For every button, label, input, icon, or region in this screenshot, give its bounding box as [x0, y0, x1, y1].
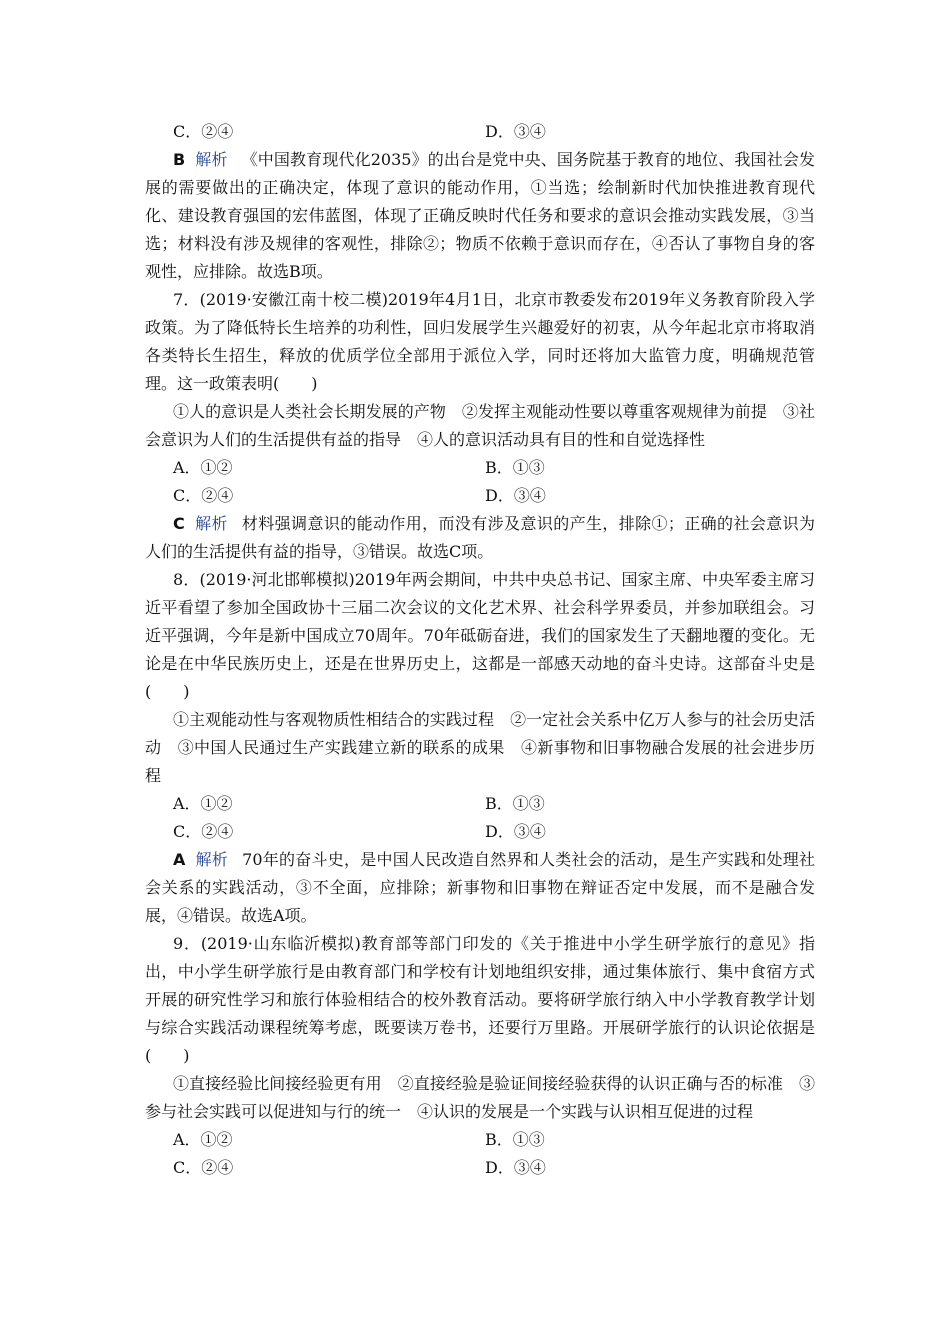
q9-options-row-2 — [145, 1154, 815, 1182]
q6-options-row — [145, 118, 815, 146]
q8-answer-letter: A — [173, 850, 186, 869]
q7-options-row-1 — [145, 454, 815, 482]
q9-option-b: B．①③ — [485, 1130, 545, 1149]
q9-options-row-1 — [145, 1126, 815, 1154]
q7-option-b: B．①③ — [485, 458, 545, 477]
q9-option-c: C．②④ — [173, 1158, 234, 1177]
q6-option-d: D．③④ — [485, 122, 546, 141]
q9-option-d: D．③④ — [485, 1158, 546, 1177]
q8-answer — [145, 846, 815, 930]
q8-options-row-2 — [145, 818, 815, 846]
q8-option-b: B．①③ — [485, 794, 545, 813]
q6-answer — [145, 146, 815, 286]
q8-stem: 8．(2019·河北邯郸模拟)2019年两会期间，中共中央总书记、国家主席、中央军委主席习近平看望了参加全国政协十三届二次会议的文化艺术界、社会科学界委员，并参加联组会。习近平强调，今年是新中国成立70周年。70年砥砺奋进，我们的国家发生了天翻地覆的变化。无论是在中华民族历史上，还是在世界历史上，这都是一部感天动地的奋斗史诗。这部奋斗史是( ) — [145, 570, 815, 701]
q7-options-row-2 — [145, 482, 815, 510]
q7-option-a: A．①② — [173, 458, 233, 477]
q7-option-c: C．②④ — [173, 486, 234, 505]
q9-stem: 9．(2019·山东临沂模拟)教育部等部门印发的《关于推进中小学生研学旅行的意见》指出，中小学生研学旅行是由教育部门和学校有计划地组织安排，通过集体旅行、集中食宿方式开展的研究性学习和旅行体验相结合的校外教育活动。要将研学旅行纳入中小学教育教学计划与综合实践活动课程统筹考虑，既要读万卷书，还要行万里路。开展研学旅行的认识论依据是( ) — [145, 934, 815, 1065]
q9-statements: ①直接经验比间接经验更有用 ②直接经验是验证间接经验获得的认识正确与否的标准 ③参与社会实践可以促进知与行的统一 ④认识的发展是一个实践与认识相互促进的过程 — [145, 1074, 815, 1121]
q9-option-a: A．①② — [173, 1130, 233, 1149]
q7-answer-text: 材料强调意识的能动作用，而没有涉及意识的产生，排除①；正确的社会意识为人们的生活提供有益的指导，③错误。故选C项。 — [145, 514, 815, 561]
q7-answer — [145, 510, 815, 566]
q6-option-c: C．②④ — [173, 122, 234, 141]
q8-answer-text: 70年的奋斗史，是中国人民改造自然界和人类社会的活动，是生产实践和处理社会关系的实践活动，③不全面，应排除；新事物和旧事物在辩证否定中发展，而不是融合发展，④错误。故选A项。 — [145, 850, 815, 925]
q8-option-d: D．③④ — [485, 822, 546, 841]
q7-answer-letter: C — [173, 514, 185, 533]
document-page — [145, 118, 815, 1182]
q8-answer-tag: 解析 — [195, 850, 229, 869]
q7-stem: 7．(2019·安徽江南十校二模)2019年4月1日，北京市教委发布2019年义务教育阶段入学政策。为了降低特长生培养的功利性，回归发展学生兴趣爱好的初衷，从今年起北京市将取消各类特长生招生，释放的优质学位全部用于派位入学，同时还将加大监管力度，明确规范管理。这一政策表明( ) — [145, 290, 815, 393]
q6-answer-tag: 解析 — [195, 150, 228, 169]
q7-option-d: D．③④ — [485, 486, 546, 505]
q8-options-row-1 — [145, 790, 815, 818]
q8-statements: ①主观能动性与客观物质性相结合的实践过程 ②一定社会关系中亿万人参与的社会历史活动 ③中国人民通过生产实践建立新的联系的成果 ④新事物和旧事物融合发展的社会进步历程 — [145, 710, 815, 785]
q6-answer-letter: B — [173, 150, 186, 169]
q8-option-a: A．①② — [173, 794, 233, 813]
q6-answer-text: 《中国教育现代化2035》的出台是党中央、国务院基于教育的地位、我国社会发展的需要做出的正确决定，体现了意识的能动作用，①当选；绘制新时代加快推进教育现代化、建设教育强国的宏伟蓝图，体现了正确反映时代任务和要求的意识会推动实践发展，③当选；材料没有涉及规律的客观性，排除②；物质不依赖于意识而存在，④否认了事物自身的客观性，应排除。故选B项。 — [145, 150, 815, 281]
q7-answer-tag: 解析 — [194, 514, 228, 533]
q7-statements: ①人的意识是人类社会长期发展的产物 ②发挥主观能动性要以尊重客观规律为前提 ③社会意识为人们的生活提供有益的指导 ④人的意识活动具有目的性和自觉选择性 — [145, 402, 815, 449]
q8-option-c: C．②④ — [173, 822, 234, 841]
